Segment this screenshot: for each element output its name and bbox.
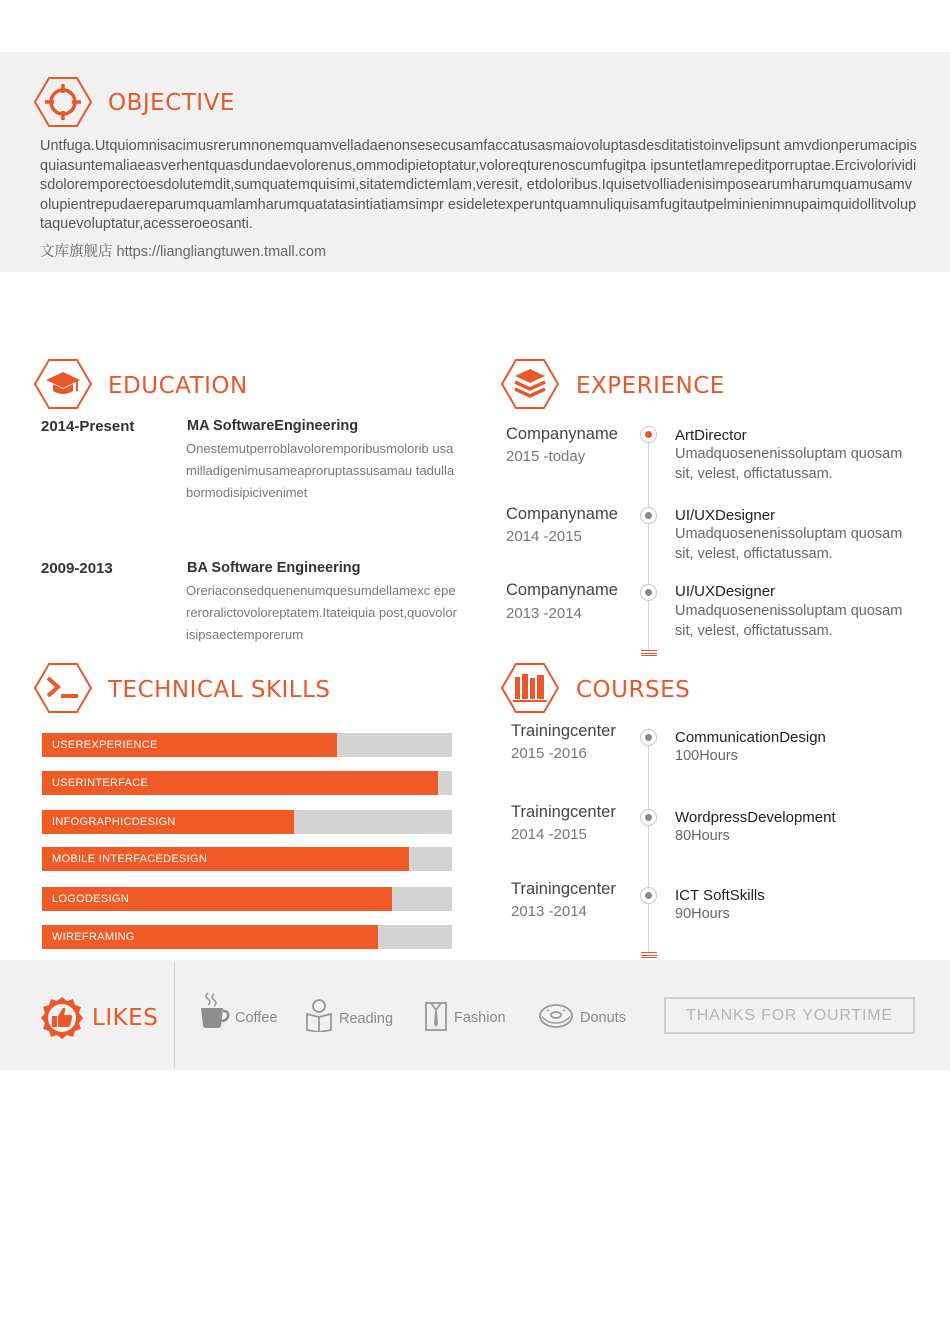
skill-label: MOBILE INTERFACEDESIGN (52, 853, 208, 865)
experience-period: 2014 -2015 (506, 528, 582, 545)
thanks-box: THANKS FOR YOURTIME (664, 997, 915, 1034)
experience-timeline (648, 430, 649, 652)
skill-label: INFOGRAPHICDESIGN (52, 816, 176, 828)
course-hours: 80Hours (675, 828, 730, 844)
graduation-cap-icon (34, 358, 92, 410)
experience-company: Companyname (506, 581, 618, 599)
education-description: Onestemutperroblavoloremporibusmolorib usamilladigenimusameaproruptassusamau tadullabormodisipicivenimet (186, 441, 455, 500)
experience-title: EXPERIENCE (576, 373, 725, 399)
course-center: Trainingcenter (511, 880, 616, 898)
books-icon (501, 662, 559, 714)
education-description: Oreriaconsedquenenumquesumdellamexc epereroralictovoloreptatem.Itateiquia post,quovolorisipsaectemporerum (186, 583, 457, 642)
experience-period: 2013 -2014 (506, 605, 582, 622)
experience-description: Umadquosenenissoluptam quosam sit, velest, offictatussam. (675, 446, 903, 482)
skill-bar (42, 771, 452, 795)
course-period: 2014 -2015 (511, 826, 587, 843)
skill-label: USERINTERFACE (52, 777, 149, 789)
course-center: Trainingcenter (511, 803, 616, 821)
experience-company: Companyname (506, 505, 618, 523)
like-label: Coffee (235, 1010, 278, 1026)
skill-label: WIREFRAMING (52, 931, 135, 943)
skill-bar (42, 810, 452, 834)
skill-bar (42, 733, 452, 757)
timeline-dot (640, 809, 657, 826)
experience-description: Umadquosenenissoluptam quosam sit, velest, offictatussam. (675, 526, 903, 562)
experience-description: Umadquosenenissoluptam quosam sit, velest, offictatussam. (675, 603, 903, 639)
experience-role: ArtDirector (675, 427, 747, 444)
shirt-icon (424, 1000, 448, 1032)
skill-label: USEREXPERIENCE (52, 739, 158, 751)
education-degree: BA Software Engineering (187, 560, 361, 576)
experience-timeline-end (641, 650, 657, 656)
coffee-icon (198, 990, 230, 1030)
like-label: Reading (339, 1011, 394, 1027)
timeline-dot (640, 887, 657, 904)
timeline-dot (640, 584, 657, 601)
experience-role: UI/UXDesigner (675, 583, 776, 600)
course-name: WordpressDevelopment (675, 809, 836, 826)
thumbs-up-icon (40, 996, 84, 1040)
course-period: 2015 -2016 (511, 745, 587, 762)
skill-bar (42, 925, 452, 949)
timeline-dot (640, 507, 657, 524)
education-title: EDUCATION (108, 373, 248, 399)
courses-title: COURSES (576, 677, 691, 703)
objective-title: OBJECTIVE (108, 90, 235, 116)
like-label: Fashion (454, 1010, 506, 1026)
layers-icon (501, 358, 559, 410)
watermark-text: 文库旗舰店 https://liangliangtuwen.tmall.com (40, 244, 327, 260)
likes-divider (174, 962, 175, 1068)
courses-timeline (648, 728, 649, 954)
objective-text: Untfuga.Utquiomnisacimusrerumnonemquamvelladaenonsesecusamfaccatusasmaiovoluptasdesditatistoinvelipsunt amvdionperumacipisquiasuntemaliaeasverhentquasdundaevolorenus,ommodipietoptatur,voloreqturenoscumfugitpa ipsuntetlamrepeditporruptae.Ercivolorividisdoloremporectoesdolutemdit,sumquatemquisimi,sitatemdictemlam,veresit, etdoloribus.Iquisetvolliadenisimposearumharumquamusamvolupientrepudaereparumquamlamharumquatatasintiatiamsimpr esideletexperuntquamnuliquisamfugitautpelminienimnupaimquidollitvoluptaquevoluptatur,acesseroeosanti. (40, 138, 917, 233)
course-name: ICT SoftSkills (675, 887, 765, 904)
courses-timeline-end (641, 952, 657, 958)
course-center: Trainingcenter (511, 722, 616, 740)
terminal-icon (34, 662, 92, 714)
course-hours: 100Hours (675, 748, 738, 764)
like-label: Donuts (580, 1010, 626, 1026)
reading-icon (305, 998, 333, 1032)
experience-company: Companyname (506, 425, 618, 443)
timeline-dot (640, 426, 657, 443)
likes-title: LIKES (92, 1005, 159, 1031)
experience-period: 2015 -today (506, 448, 586, 465)
skills-title: TECHNICAL SKILLS (108, 677, 331, 703)
skill-bar (42, 847, 452, 871)
education-year: 2009-2013 (41, 560, 113, 577)
course-hours: 90Hours (675, 906, 730, 922)
education-year: 2014-Present (41, 418, 135, 435)
donut-icon (538, 1003, 574, 1029)
course-period: 2013 -2014 (511, 903, 587, 920)
skill-bar (42, 887, 452, 911)
skill-label: LOGODESIGN (52, 893, 129, 905)
course-name: CommunicationDesign (675, 729, 826, 746)
target-icon (34, 76, 92, 128)
education-degree: MA SoftwareEngineering (187, 418, 359, 434)
experience-role: UI/UXDesigner (675, 507, 776, 524)
timeline-dot (640, 729, 657, 746)
